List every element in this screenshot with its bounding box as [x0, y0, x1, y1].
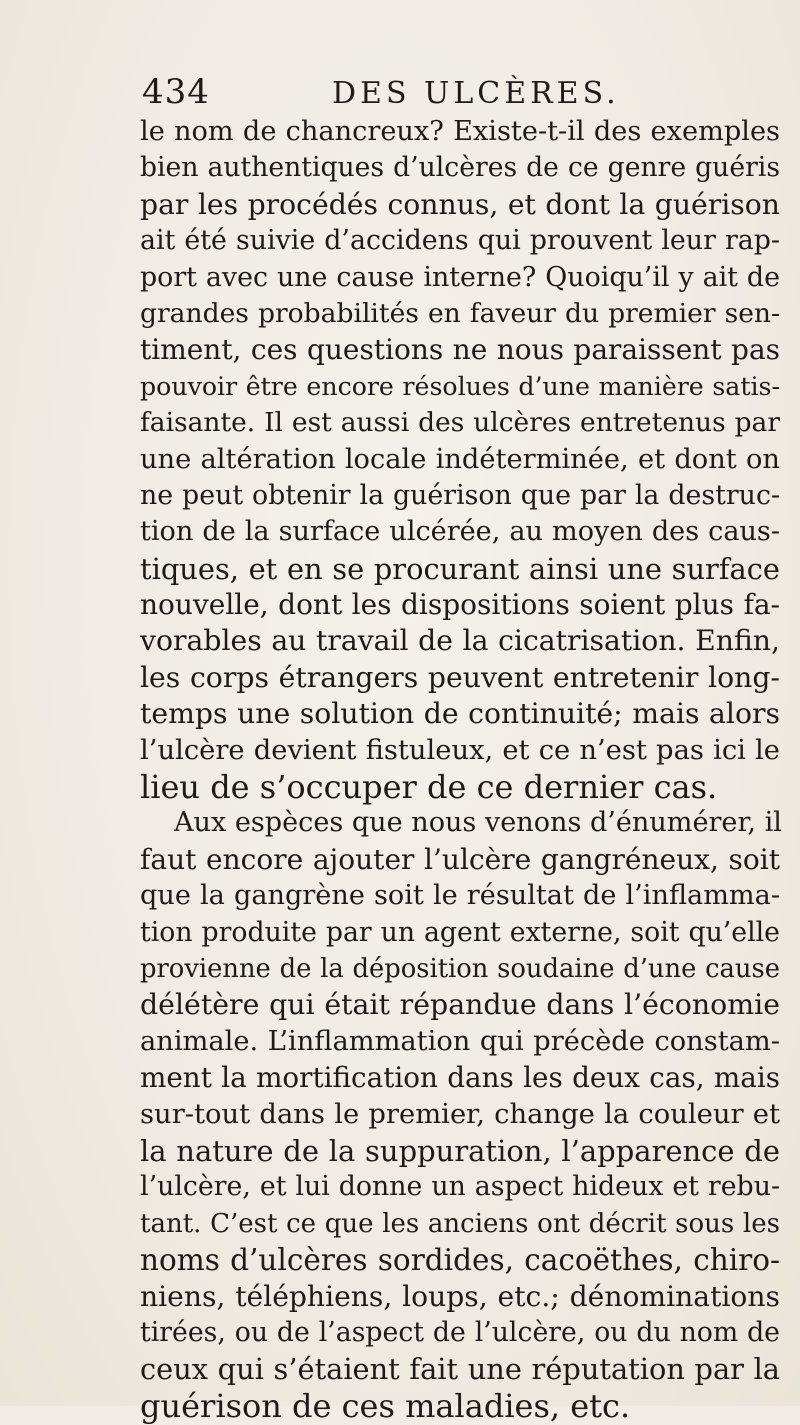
text-line: ne peut obtenir la guérison que par la destruc-: [140, 479, 780, 511]
text-line: ment la mortification dans les deux cas, mais: [140, 1061, 780, 1095]
text-line: par les procédés connus, et dont la guérison: [140, 187, 780, 221]
text-line: niens, téléphiens, loups, etc.; dénominations: [140, 1279, 780, 1313]
text-line: ait été suivie d’accidens qui prouvent leur rap-: [140, 225, 780, 257]
text-line: tant. C’est ce que les anciens ont décrit sous les: [140, 1208, 780, 1239]
text-line: la nature de la suppuration, l’apparence de: [140, 1133, 780, 1168]
text-line: tirées, ou de l’aspect de l’ulcère, ou du nom de: [140, 1316, 780, 1348]
text-line: port avec une cause interne? Quoiqu’il y ait de: [140, 261, 780, 293]
text-line: timent, ces questions ne nous paraissent pas: [140, 333, 780, 367]
text-line: pouvoir être encore résolues d’une manière satis-: [140, 371, 780, 401]
text-line: l’ulcère, et lui donne un aspect hideux et rebu-: [140, 1171, 780, 1203]
text-line: l’ulcère devient fistuleux, et ce n’est pas ici le: [140, 734, 780, 766]
paragraph-end-line: lieu de s’occuper de ce dernier cas.: [140, 768, 718, 807]
paragraph-end-line: guérison de ces maladies, etc.: [140, 1386, 631, 1425]
text-line: que la gangrène soit le résultat de l’inflamma-: [140, 880, 780, 912]
text-line: animale. L’inflammation qui précède constam-: [140, 1025, 780, 1057]
body-text: [140, 114, 780, 1424]
running-head: DES ULCÈRES.: [332, 76, 620, 111]
text-line: tion de la surface ulcérée, au moyen des caus-: [140, 516, 780, 548]
text-line: délétère qui était répandue dans l’économie: [140, 988, 780, 1022]
page-number: 434: [142, 72, 210, 112]
text-line: tion produite par un agent externe, soit qu’elle: [140, 916, 780, 948]
text-line: le nom de chancreux? Existe-t-il des exemples: [140, 116, 780, 147]
text-line: faut encore ajouter l’ulcère gangréneux, soit: [140, 842, 780, 876]
text-line: une altération locale indéterminée, et dont on: [140, 443, 780, 475]
text-line: ceux qui s’étaient fait une réputation par la: [140, 1352, 780, 1387]
text-line: vorables au travail de la cicatrisation. Enfin,: [140, 624, 780, 658]
text-line: sur-tout dans le premier, change la couleur et: [140, 1098, 780, 1130]
page-header: [142, 72, 782, 112]
text-line: grandes probabilités en faveur du premier sen-: [140, 297, 780, 329]
text-line: faisante. Il est aussi des ulcères entretenus par: [140, 407, 780, 439]
text-line: temps une solution de continuité; mais alors: [140, 697, 780, 731]
text-line: les corps étrangers peuvent entretenir long-: [140, 660, 780, 694]
text-line: noms d’ulcères sordides, cacoëthes, chiro-: [140, 1243, 780, 1278]
text-line: provienne de la déposition soudaine d’une cause: [140, 953, 780, 984]
text-line: tiques, et en se procurant ainsi une surface: [140, 551, 780, 586]
text-line: bien authentiques d’ulcères de ce genre guéris: [140, 152, 780, 184]
text-line: Aux espèces que nous venons d’énumérer, il: [174, 807, 782, 839]
text-line: nouvelle, dont les dispositions soient plus fa-: [140, 588, 780, 622]
